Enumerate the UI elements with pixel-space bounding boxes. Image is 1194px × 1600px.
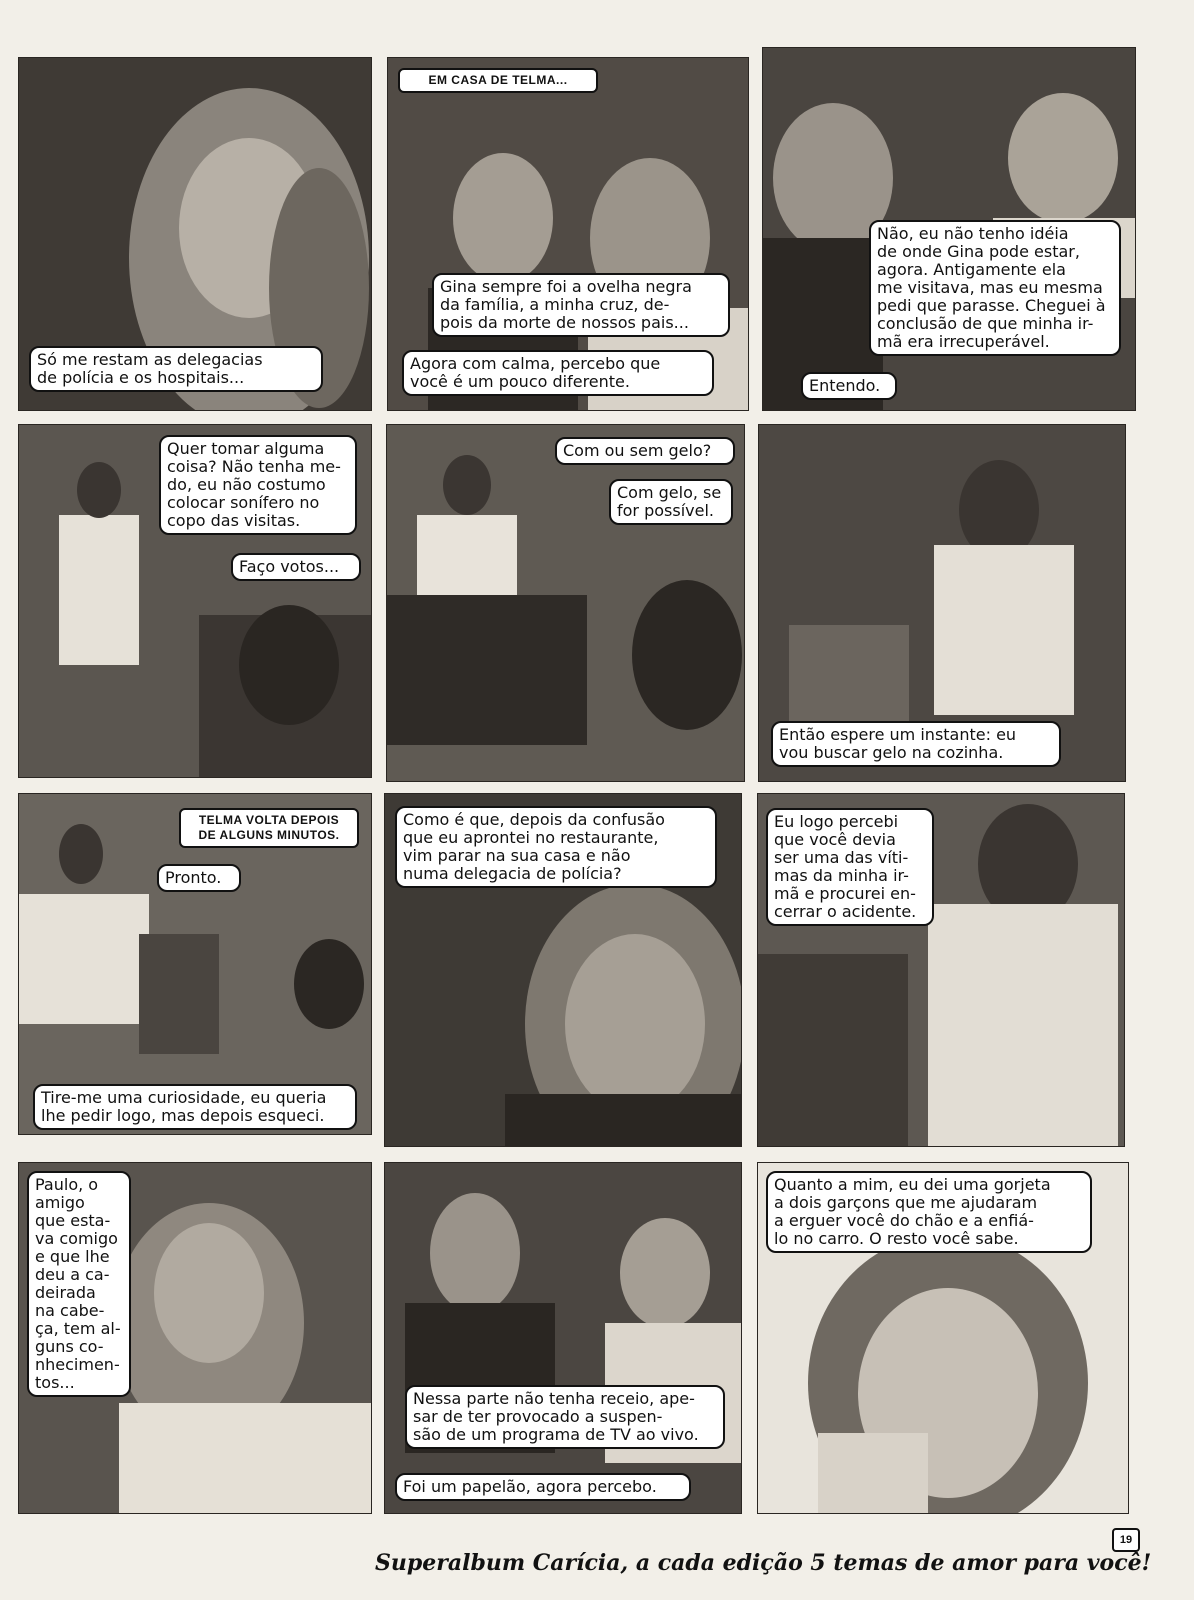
comic-panel [757, 1162, 1129, 1514]
footer-tagline: Superalbum Carícia, a cada edição 5 temas de amor para você! [375, 1550, 1152, 1576]
comic-panel [387, 57, 749, 411]
comic-panel [386, 424, 745, 782]
speech-bubble: Faço votos... [231, 553, 361, 581]
speech-bubble: Gina sempre foi a ovelha negra da família, a minha cruz, de- pois da morte de nossos pais... [432, 273, 730, 337]
speech-bubble: Entendo. [801, 372, 897, 400]
comic-panel [384, 793, 742, 1147]
comic-panel [384, 1162, 742, 1514]
speech-bubble: Com gelo, se for possível. [609, 479, 733, 525]
speech-bubble: Não, eu não tenho idéia de onde Gina pode estar, agora. Antigamente ela me visitava, mas eu mesma pedi que parasse. Cheguei à conclusão de que minha ir- mã era irrecuperável. [869, 220, 1121, 356]
speech-bubble: Agora com calma, percebo que você é um pouco diferente. [402, 350, 714, 396]
panel-photo [385, 1163, 741, 1513]
comic-panel [758, 424, 1126, 782]
comic-panel [18, 1162, 372, 1514]
speech-bubble: Eu logo percebi que você devia ser uma das víti- mas da minha ir- mã e procurei en- cerrar o acidente. [766, 808, 934, 926]
speech-bubble: Nessa parte não tenha receio, ape- sar de ter provocado a suspen- são de um programa de TV ao vivo. [405, 1385, 725, 1449]
narration-caption: EM CASA DE TELMA... [398, 68, 598, 93]
comic-panel [762, 47, 1136, 411]
speech-bubble: Pronto. [157, 864, 241, 892]
narration-caption: TELMA VOLTA DEPOIS DE ALGUNS MINUTOS. [179, 808, 359, 848]
speech-bubble: Então espere um instante: eu vou buscar gelo na cozinha. [771, 721, 1061, 767]
comic-panel [18, 793, 372, 1135]
speech-bubble: Tire-me uma curiosidade, eu queria lhe pedir logo, mas depois esqueci. [33, 1084, 357, 1130]
speech-bubble: Só me restam as delegacias de polícia e os hospitais... [29, 346, 323, 392]
speech-bubble: Quer tomar alguma coisa? Não tenha me- do, eu não costumo colocar sonífero no copo das visitas. [159, 435, 357, 535]
page-number: 19 [1112, 1528, 1140, 1552]
comic-panel [18, 424, 372, 778]
speech-bubble: Como é que, depois da confusão que eu aprontei no restaurante, vim parar na sua casa e não numa delegacia de polícia? [395, 806, 717, 888]
speech-bubble: Com ou sem gelo? [555, 437, 735, 465]
speech-bubble: Paulo, o amigo que esta- va comigo e que lhe deu a ca- deirada na cabe- ça, tem al- guns co- nhecimen- tos... [27, 1171, 131, 1397]
comic-panel [18, 57, 372, 411]
comic-panel [757, 793, 1125, 1147]
speech-bubble: Foi um papelão, agora percebo. [395, 1473, 691, 1501]
speech-bubble: Quanto a mim, eu dei uma gorjeta a dois garçons que me ajudaram a erguer você do chão e a enfiá- lo no carro. O resto você sabe. [766, 1171, 1092, 1253]
